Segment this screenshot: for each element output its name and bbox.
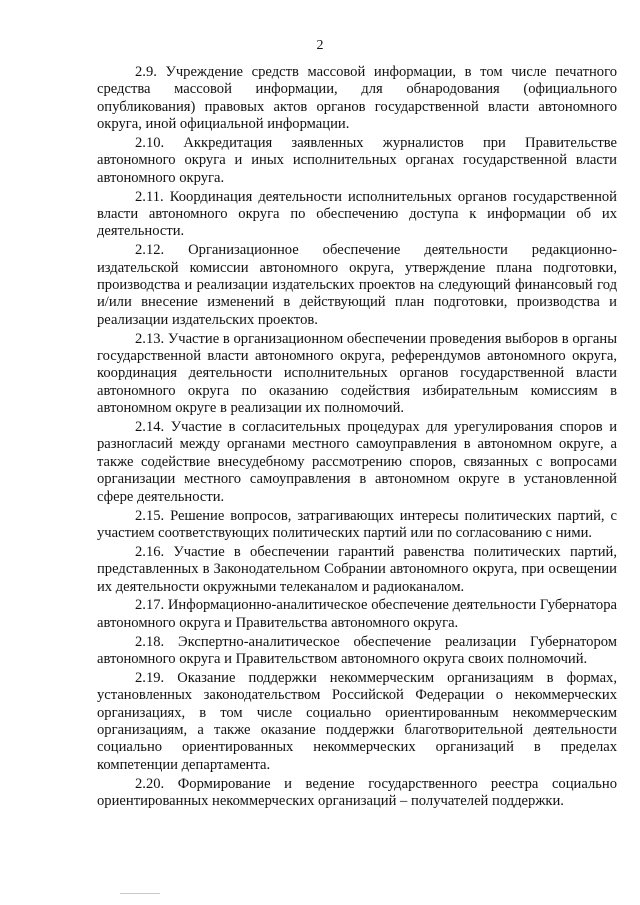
paragraph-2-17: 2.17. Информационно-аналитическое обеспечение деятельности Губернатора автономного округа и Правительства автономного округа.	[97, 597, 617, 631]
paragraph-2-9: 2.9. Учреждение средств массовой информации, в том числе печатного средства массовой информации, для обнародования (официального опубликования) правовых актов органов государственной власти автономного округа, иной официальной информации.	[97, 64, 617, 133]
paragraph-2-13: 2.13. Участие в организационном обеспечении проведения выборов в органы государственной власти автономного округа, референдумов автономного округа, координация деятельности исполнительных органов государственной власти автономного округа по оказанию содействия избирательным комиссиям в автономном округе в реализации их полномочий.	[97, 330, 617, 417]
scan-edge-mark	[120, 893, 160, 894]
paragraph-2-15: 2.15. Решение вопросов, затрагивающих интересы политических партий, с участием соответствующих политических партий или по согласованию с ними.	[97, 507, 617, 541]
paragraph-2-18: 2.18. Экспертно-аналитическое обеспечение реализации Губернатором автономного округа и Правительством автономного округа своих полномочий.	[97, 633, 617, 667]
paragraph-2-20: 2.20. Формирование и ведение государственного реестра социально ориентированных некоммерческих организаций – получателей поддержки.	[97, 775, 617, 809]
paragraph-2-10: 2.10. Аккредитация заявленных журналистов при Правительстве автономного округа и иных исполнительных органах государственной власти автономного округа.	[97, 135, 617, 186]
paragraph-2-14: 2.14. Участие в согласительных процедурах для урегулирования споров и разногласий между органами местного самоуправления в автономном округе, а также содействие внесудебному рассмотрению споров, связанных с вопросами организации местного самоуправления в автономном округе в установленной сфере деятельности.	[97, 419, 617, 505]
paragraph-2-16: 2.16. Участие в обеспечении гарантий равенства политических партий, представленных в Законодательном Собрании автономного округа, при освещении их деятельности окружными телеканалом и радиоканалом.	[97, 543, 617, 595]
paragraph-2-12: 2.12. Организационное обеспечение деятельности редакционно-издательской комиссии автономного округа, утверждение плана подготовки, производства и реализации издательских проектов на следующий финансовый год и/или внесение изменений в действующий план подготовки, производства и реализации издательских проектов.	[97, 242, 617, 328]
page-number: 2	[316, 38, 324, 53]
paragraph-2-11: 2.11. Координация деятельности исполнительных органов государственной власти автономного округа по обеспечению доступа к информации об их деятельности.	[97, 188, 617, 240]
document-body	[97, 64, 617, 810]
paragraph-2-19: 2.19. Оказание поддержки некоммерческим организациям в формах, установленных законодательством Российской Федерации о некоммерческих организациях, в том числе социально ориентированным некоммерческим организациям, а также оказание поддержки благотворительной деятельности социально ориентированных некоммерческих организаций в пределах компетенции департамента.	[97, 669, 617, 773]
